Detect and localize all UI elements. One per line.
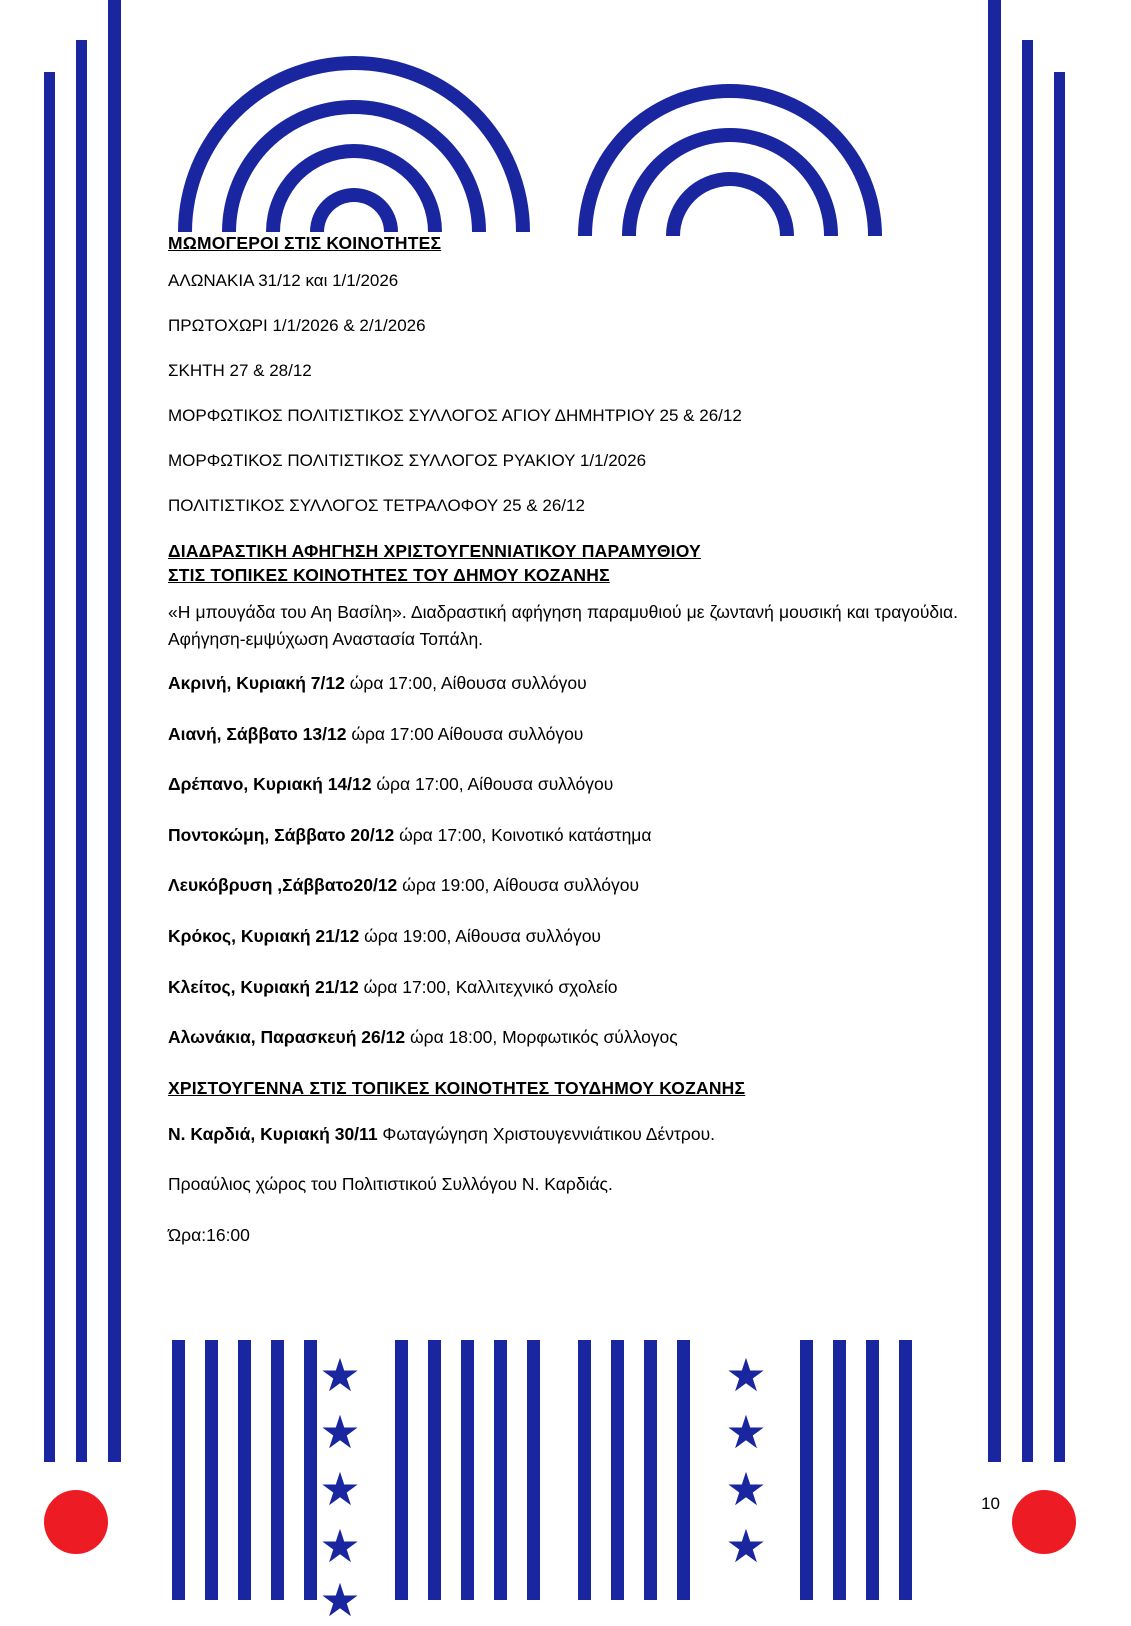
star-icon: ★ — [725, 1349, 767, 1401]
decor-bar-bottom-12 — [611, 1340, 624, 1600]
event-details: ώρα 17:00, Καλλιτεχνικό σχολείο — [358, 976, 618, 997]
community-line: ΣΚΗΤΗ 27 & 28/12 — [168, 360, 312, 380]
decor-bar-bottom-2 — [205, 1340, 218, 1600]
community-line: ΜΟΡΦΩΤΙΚΟΣ ΠΟΛΙΤΙΣΤΙΚΟΣ ΣΥΛΛΟΓΟΣ ΑΓΙΟΥ ΔΗΜΗΤΡΙΟΥ 25 & 26/12 — [168, 405, 742, 425]
event-place-date: Λευκόβρυση ,Σάββατο20/12 — [168, 875, 398, 896]
community-line: ΑΛΩΝΑΚΙΑ 31/12 και 1/1/2026 — [168, 270, 399, 290]
decor-bar-bottom-14 — [677, 1340, 690, 1600]
storytelling-event — [168, 672, 958, 696]
storytelling-event — [168, 723, 958, 747]
event-place-date: Κρόκος, Κυριακή 21/12 — [168, 926, 360, 947]
event-place-date: Ποντοκώμη, Σάββατο 20/12 — [168, 824, 395, 845]
section-heading-communities: ΜΩΜΟΓΕΡΟΙ ΣΤΙΣ ΚΟΙΝΟΤΗΤΕΣ — [168, 233, 442, 253]
storytelling-event — [168, 824, 958, 848]
decor-bar-right-1 — [988, 0, 1001, 1462]
decor-bar-bottom-7 — [428, 1340, 441, 1600]
page-number: 10 — [981, 1494, 1000, 1513]
star-icon: ★ — [725, 1463, 767, 1515]
event-place-date: Ακρινή, Κυριακή 7/12 — [168, 672, 345, 693]
decor-bar-bottom-10 — [527, 1340, 540, 1600]
community-line: ΠΟΛΙΤΙΣΤΙΚΟΣ ΣΥΛΛΟΓΟΣ ΤΕΤΡΑΛΟΦΟΥ 25 & 26/12 — [168, 496, 585, 516]
event-place-date: Δρέπανο, Κυριακή 14/12 — [168, 774, 372, 795]
event-details: ώρα 17:00, Κοινοτικό κατάστημα — [394, 824, 652, 845]
christmas-event — [168, 1123, 958, 1147]
decor-bar-right-3 — [1054, 72, 1065, 1462]
decor-dot-right — [1012, 1490, 1076, 1554]
christmas-location: Προαύλιος χώρος του Πολιτιστικού Συλλόγου Ν. Καρδιάς. — [168, 1174, 613, 1195]
section-heading-christmas: ΧΡΙΣΤΟΥΓΕΝΝΑ ΣΤΙΣ ΤΟΠΙΚΕΣ ΚΟΙΝΟΤΗΤΕΣ ΤΟΥΔΗΜΟΥ ΚΟΖΑΝΗΣ — [168, 1077, 746, 1098]
community-line: ΠΡΩΤΟΧΩΡΙ 1/1/2026 & 2/1/2026 — [168, 315, 426, 335]
section-heading-storytelling-line2: ΣΤΙΣ ΤΟΠΙΚΕΣ ΚΟΙΝΟΤΗΤΕΣ ΤΟΥ ΔΗΜΟΥ ΚΟΖΑΝΗΣ — [168, 564, 610, 585]
decor-bar-bottom-4 — [271, 1340, 284, 1600]
christmas-time: Ώρα:16:00 — [168, 1224, 250, 1245]
decor-bar-bottom-13 — [644, 1340, 657, 1600]
event-place-date: Κλείτος, Κυριακή 21/12 — [168, 976, 359, 997]
star-icon: ★ — [725, 1520, 767, 1572]
storytelling-description: «Η μπουγάδα του Αη Βασίλη». Διαδραστική αφήγηση παραμυθιού με ζωντανή μουσική και τραγούδια. Αφήγηση-εμψύχωση Αναστασία Τοπάλη. — [168, 602, 958, 649]
storytelling-event — [168, 773, 958, 797]
star-icon: ★ — [319, 1349, 361, 1401]
decor-bar-bottom-8 — [461, 1340, 474, 1600]
decor-bar-bottom-1 — [172, 1340, 185, 1600]
community-line: ΜΟΡΦΩΤΙΚΟΣ ΠΟΛΙΤΙΣΤΙΚΟΣ ΣΥΛΛΟΓΟΣ ΡΥΑΚΙΟΥ 1/1/2026 — [168, 451, 647, 470]
event-details: Φωταγώγηση Χριστουγεννιάτικου Δέντρου. — [377, 1123, 716, 1144]
decor-bar-left-2 — [76, 40, 87, 1462]
decor-bar-bottom-17 — [866, 1340, 879, 1600]
event-details: ώρα 18:00, Μορφωτικός σύλλογος — [405, 1027, 678, 1048]
decor-bar-bottom-6 — [395, 1340, 408, 1600]
decor-bar-bottom-15 — [800, 1340, 813, 1600]
decor-bar-bottom-16 — [833, 1340, 846, 1600]
event-details: ώρα 19:00, Αίθουσα συλλόγου — [359, 926, 601, 947]
event-place-date: Αιανή, Σάββατο 13/12 — [168, 723, 347, 744]
event-details: ώρα 19:00, Αίθουσα συλλόγου — [397, 875, 640, 896]
storytelling-event — [168, 874, 958, 898]
event-details: ώρα 17:00, Αίθουσα συλλόγου — [371, 774, 614, 795]
event-details: ώρα 17:00, Αίθουσα συλλόγου — [344, 672, 587, 693]
decor-arc-group-left — [178, 56, 530, 232]
poster-content — [168, 232, 958, 1274]
star-icon: ★ — [319, 1520, 361, 1572]
event-place-date: Αλωνάκια, Παρασκευή 26/12 — [168, 1027, 406, 1048]
event-details: ώρα 17:00 Αίθουσα συλλόγου — [346, 723, 584, 744]
decor-bar-bottom-18 — [899, 1340, 912, 1600]
star-icon: ★ — [725, 1406, 767, 1458]
decor-bar-left-1 — [44, 72, 55, 1462]
decor-bar-right-2 — [1022, 40, 1033, 1462]
decor-bar-bottom-5 — [304, 1340, 317, 1600]
section-heading-storytelling-line1: ΔΙΑΔΡΑΣΤΙΚΗ ΑΦΗΓΗΣΗ ΧΡΙΣΤΟΥΓΕΝΝΙΑΤΙΚΟΥ ΠΑΡΑΜΥΘΙΟΥ — [168, 541, 701, 562]
star-icon: ★ — [319, 1406, 361, 1458]
event-place-date: Ν. Καρδιά, Κυριακή 30/11 — [168, 1123, 378, 1144]
decor-dot-left — [44, 1490, 108, 1554]
decor-bar-bottom-9 — [494, 1340, 507, 1600]
section-heading-storytelling — [168, 540, 958, 587]
decor-bar-bottom-11 — [578, 1340, 591, 1600]
decor-bar-left-3 — [108, 0, 121, 1462]
storytelling-event — [168, 925, 958, 949]
star-icon: ★ — [319, 1463, 361, 1515]
storytelling-event — [168, 1026, 958, 1050]
star-icon: ★ — [319, 1574, 361, 1626]
decor-bar-bottom-3 — [238, 1340, 251, 1600]
storytelling-event — [168, 976, 958, 1000]
decor-arc-group-right — [578, 84, 882, 236]
